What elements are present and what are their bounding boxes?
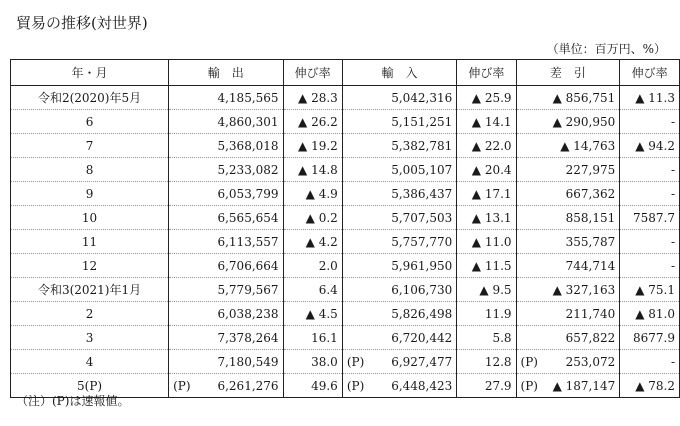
cell-value: 5,151,251 [391, 114, 453, 129]
cell-period: 12 [11, 254, 169, 278]
cell-value: 4,860,301 [217, 114, 279, 129]
cell-imports-rate: 5.8 [457, 326, 516, 350]
cell-balance [516, 134, 620, 158]
preliminary-marker: (P) [346, 378, 365, 393]
table-row [11, 326, 680, 350]
cell-value: 6,927,477 [391, 354, 453, 369]
cell-exports-rate: ▲ 4.9 [283, 182, 342, 206]
cell-balance-rate: - [620, 158, 680, 182]
cell-value: 7,180,549 [217, 354, 279, 369]
cell-imports [342, 158, 456, 182]
cell-value: 6,113,557 [217, 234, 279, 249]
cell-exports-rate: ▲ 4.5 [283, 302, 342, 326]
cell-exports [169, 278, 283, 302]
cell-value: 6,448,423 [391, 378, 453, 393]
cell-value: 5,233,082 [217, 162, 279, 177]
cell-value: 6,706,664 [217, 258, 279, 273]
cell-balance [516, 254, 620, 278]
cell-imports-rate: ▲ 25.9 [457, 86, 516, 110]
cell-balance [516, 278, 620, 302]
cell-balance [516, 326, 620, 350]
cell-exports [169, 158, 283, 182]
cell-balance [516, 86, 620, 110]
cell-balance-rate: - [620, 254, 680, 278]
header-period: 年・月 [11, 60, 169, 86]
cell-imports-rate: ▲ 11.5 [457, 254, 516, 278]
cell-period: 4 [11, 350, 169, 374]
cell-exports [169, 86, 283, 110]
cell-balance [516, 374, 620, 398]
cell-exports [169, 254, 283, 278]
cell-exports-rate: ▲ 26.2 [283, 110, 342, 134]
cell-balance-rate: ▲ 81.0 [620, 302, 680, 326]
cell-imports-rate: ▲ 20.4 [457, 158, 516, 182]
cell-imports-rate: ▲ 13.1 [457, 206, 516, 230]
cell-value: 667,362 [565, 186, 616, 201]
cell-period: 6 [11, 110, 169, 134]
cell-period: 令和2(2020)年5月 [11, 86, 169, 110]
cell-imports [342, 374, 456, 398]
cell-exports [169, 182, 283, 206]
cell-value: 5,386,437 [391, 186, 453, 201]
cell-value: 4,185,565 [217, 90, 279, 105]
cell-imports [342, 350, 456, 374]
cell-value: 6,261,276 [217, 378, 279, 393]
cell-balance-rate: 7587.7 [620, 206, 680, 230]
footnote: （注）(P)は速報値。 [16, 394, 130, 408]
table-row [11, 158, 680, 182]
cell-period: 5(P) [11, 374, 169, 398]
cell-imports [342, 230, 456, 254]
cell-exports-rate: 16.1 [283, 326, 342, 350]
cell-imports-rate: 11.9 [457, 302, 516, 326]
cell-period: 2 [11, 302, 169, 326]
cell-value: 5,382,781 [391, 138, 453, 153]
table-row [11, 230, 680, 254]
cell-balance-rate: ▲ 75.1 [620, 278, 680, 302]
cell-exports [169, 374, 283, 398]
cell-value: 211,740 [565, 306, 616, 321]
cell-value: 6,720,442 [391, 330, 453, 345]
cell-imports [342, 86, 456, 110]
cell-value: 253,072 [565, 354, 616, 369]
cell-exports [169, 230, 283, 254]
trade-table [10, 59, 680, 398]
cell-value: 5,826,498 [391, 306, 453, 321]
header-balance: 差 引 [516, 60, 620, 86]
preliminary-marker: (P) [520, 354, 538, 369]
cell-imports-rate: ▲ 14.1 [457, 110, 516, 134]
cell-exports-rate: 6.4 [283, 278, 342, 302]
preliminary-marker: (P) [346, 354, 365, 369]
cell-imports [342, 134, 456, 158]
cell-exports-rate: ▲ 14.8 [283, 158, 342, 182]
cell-value: 5,779,567 [217, 282, 279, 297]
cell-balance-rate: - [620, 230, 680, 254]
cell-balance [516, 350, 620, 374]
page-title: 貿易の推移(対世界) [16, 14, 148, 32]
cell-value: ▲ 856,751 [552, 90, 616, 105]
table-row [11, 110, 680, 134]
cell-period: 11 [11, 230, 169, 254]
table-row [11, 134, 680, 158]
cell-exports-rate: 38.0 [283, 350, 342, 374]
cell-imports [342, 182, 456, 206]
cell-balance-rate: - [620, 110, 680, 134]
cell-exports-rate: 49.6 [283, 374, 342, 398]
cell-balance [516, 230, 620, 254]
cell-imports-rate: ▲ 17.1 [457, 182, 516, 206]
table-row [11, 206, 680, 230]
cell-value: 355,787 [565, 234, 616, 249]
cell-value: 5,757,770 [391, 234, 453, 249]
table-row [11, 278, 680, 302]
cell-value: 6,565,654 [217, 210, 279, 225]
header-imports: 輸 入 [342, 60, 456, 86]
preliminary-marker: (P) [520, 378, 538, 393]
cell-value: 7,378,264 [217, 330, 279, 345]
cell-imports-rate: ▲ 9.5 [457, 278, 516, 302]
table-row [11, 254, 680, 278]
cell-imports [342, 206, 456, 230]
cell-value: 744,714 [565, 258, 616, 273]
cell-balance-rate: 8677.9 [620, 326, 680, 350]
header-exports: 輸 出 [169, 60, 283, 86]
cell-exports [169, 206, 283, 230]
cell-exports-rate: ▲ 28.3 [283, 86, 342, 110]
cell-exports [169, 134, 283, 158]
cell-period: 3 [11, 326, 169, 350]
header-balance-rate: 伸び率 [620, 60, 680, 86]
cell-balance [516, 302, 620, 326]
cell-period: 令和3(2021)年1月 [11, 278, 169, 302]
cell-value: 5,368,018 [217, 138, 279, 153]
cell-imports [342, 302, 456, 326]
table-header-row [11, 60, 680, 86]
cell-balance-rate: ▲ 78.2 [620, 374, 680, 398]
cell-balance-rate: ▲ 94.2 [620, 134, 680, 158]
cell-value: 5,005,107 [391, 162, 453, 177]
cell-value: 5,707,503 [391, 210, 453, 225]
cell-balance [516, 158, 620, 182]
header-imports-rate: 伸び率 [457, 60, 516, 86]
cell-value: ▲ 327,163 [552, 282, 616, 297]
cell-value: 227,975 [565, 162, 616, 177]
cell-value: 6,106,730 [391, 282, 453, 297]
cell-period: 10 [11, 206, 169, 230]
cell-period: 8 [11, 158, 169, 182]
cell-value: ▲ 187,147 [552, 378, 616, 393]
cell-imports [342, 254, 456, 278]
cell-value: ▲ 290,950 [552, 114, 616, 129]
cell-balance [516, 206, 620, 230]
cell-imports-rate: ▲ 22.0 [457, 134, 516, 158]
cell-imports [342, 326, 456, 350]
cell-value: 6,038,238 [217, 306, 279, 321]
table-row [11, 302, 680, 326]
cell-imports [342, 278, 456, 302]
table-row [11, 350, 680, 374]
cell-exports [169, 326, 283, 350]
cell-balance-rate: - [620, 182, 680, 206]
cell-imports-rate: 27.9 [457, 374, 516, 398]
cell-balance-rate: - [620, 350, 680, 374]
cell-value: ▲ 14,763 [560, 138, 616, 153]
cell-value: 6,053,799 [217, 186, 279, 201]
cell-value: 858,151 [565, 210, 616, 225]
cell-exports-rate: ▲ 19.2 [283, 134, 342, 158]
cell-period: 9 [11, 182, 169, 206]
cell-balance-rate: ▲ 11.3 [620, 86, 680, 110]
unit-label: （単位：百万円、%） [546, 42, 666, 56]
cell-exports-rate: ▲ 0.2 [283, 206, 342, 230]
cell-imports-rate: 12.8 [457, 350, 516, 374]
cell-exports-rate: ▲ 4.2 [283, 230, 342, 254]
cell-balance [516, 182, 620, 206]
cell-period: 7 [11, 134, 169, 158]
table-row [11, 86, 680, 110]
cell-exports [169, 302, 283, 326]
cell-exports [169, 110, 283, 134]
cell-imports [342, 110, 456, 134]
cell-balance [516, 110, 620, 134]
preliminary-marker: (P) [173, 378, 191, 393]
cell-value: 5,042,316 [391, 90, 453, 105]
cell-imports-rate: ▲ 11.0 [457, 230, 516, 254]
cell-value: 657,822 [565, 330, 616, 345]
cell-value: 5,961,950 [391, 258, 453, 273]
cell-exports [169, 350, 283, 374]
table-row [11, 182, 680, 206]
cell-exports-rate: 2.0 [283, 254, 342, 278]
header-exports-rate: 伸び率 [283, 60, 342, 86]
